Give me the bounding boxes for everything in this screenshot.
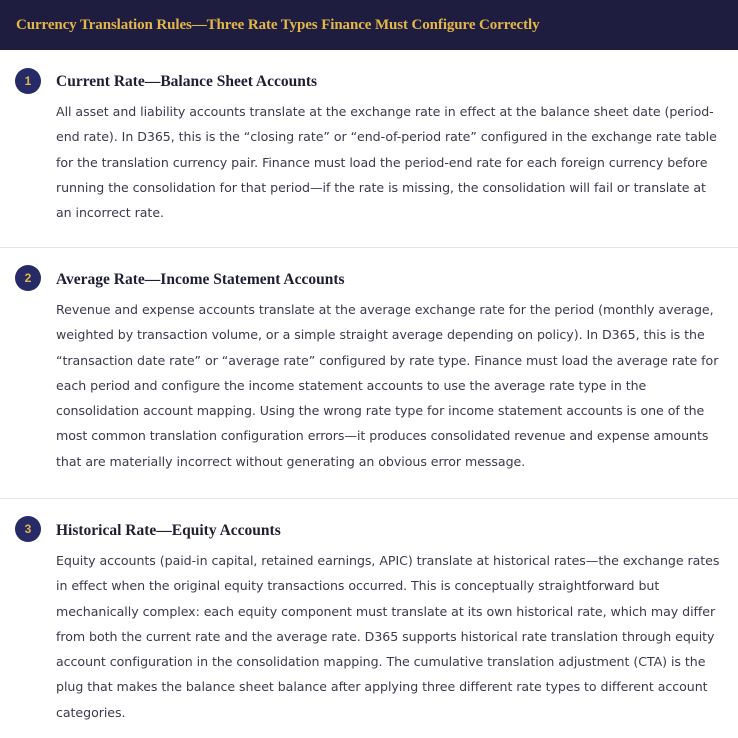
section-body: Revenue and expense accounts translate at the average exchange rate for the period (monthly average, weighted by transaction volume, or a simple straight average depending on policy). In D365, this is the “transaction date rate” or “average rate” configured by rate type. Finance must load the average rate for each period and configure the income statement accounts to use the average rate type in the consolidation account mapping. Using the wrong rate type for income statement accounts is one of the most common translation configuration errors—it produces consolidated revenue and expense amounts that are materially incorrect without generating an obvious error message. (56, 302, 719, 469)
section-body: All asset and liability accounts translate at the exchange rate in effect at the balance sheet date (period-end rate). In D365, this is the “closing rate” or “end-of-period rate” configured in the exchange rate table for the translation currency pair. Finance must load the period-end rate for each foreign currency before running the consolidation for that period—if the rate is missing, the consolidation will fail or translate at an incorrect rate. (56, 104, 717, 221)
step-number-badge: 3 (15, 516, 41, 542)
step-number-badge: 2 (15, 265, 41, 291)
section-title: Average Rate—Income Statement Accounts (56, 271, 345, 288)
section-historical-rate (0, 499, 738, 738)
section-current-rate (0, 50, 738, 247)
step-number-badge: 1 (15, 68, 41, 94)
section-body: Equity accounts (paid-in capital, retained earnings, APIC) translate at historical rates—the exchange rates in effect when the original equity transactions occurred. This is conceptually straightforward but mechanically complex: each equity component must translate at its own historical rate, which may differ from both the current rate and the average rate. D365 supports historical rate translation through equity account configuration in the consolidation mapping. The cumulative translation adjustment (CTA) is the plug that makes the balance sheet balance after applying three different rate types to different account categories. (56, 553, 720, 720)
section-average-rate (0, 248, 738, 498)
page-title: Currency Translation Rules—Three Rate Types Finance Must Configure Correctly (16, 16, 540, 33)
page-header (0, 0, 738, 50)
section-title: Current Rate—Balance Sheet Accounts (56, 73, 318, 90)
section-title: Historical Rate—Equity Accounts (56, 522, 281, 539)
